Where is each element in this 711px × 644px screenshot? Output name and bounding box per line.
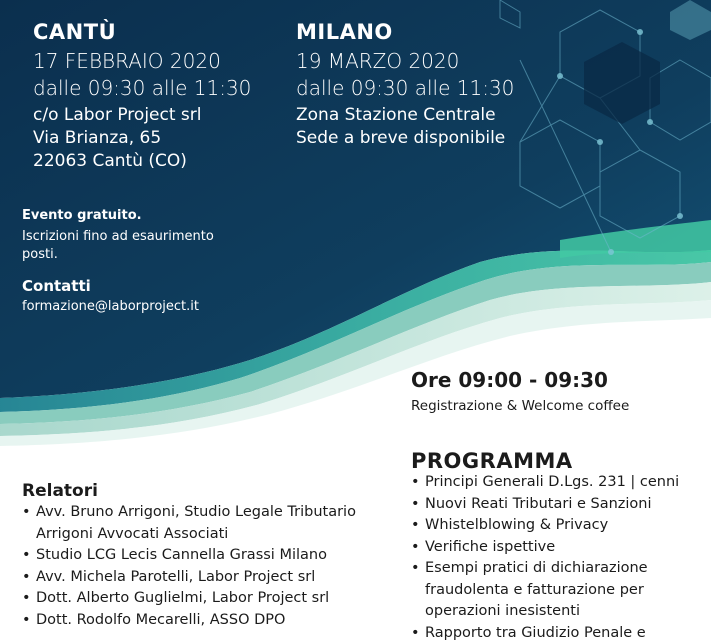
cantu-title: CANTÙ <box>33 20 116 44</box>
contacts-heading: Contatti <box>22 277 91 295</box>
programma-item-cont: operazioni inesistenti <box>411 601 679 623</box>
milano-zone: Zona Stazione Centrale <box>296 104 496 126</box>
contacts-email[interactable]: formazione@laborproject.it <box>22 298 199 315</box>
relatori-item: • Dott. Rodolfo Mecarelli, ASSO DPO <box>22 610 356 632</box>
programma-item: • Principi Generali D.Lgs. 231 | cenni <box>411 472 679 494</box>
event-registration-1: Iscrizioni fino ad esaurimento <box>22 228 214 245</box>
programma-item: • Esempi pratici di dichiarazione <box>411 558 679 580</box>
welcome-text: Registrazione & Welcome coffee <box>411 398 629 415</box>
programma-item-cont: fraudolenta e fatturazione per <box>411 580 679 602</box>
relatori-heading: Relatori <box>22 481 98 501</box>
relatori-item: • Avv. Michela Parotelli, Labor Project srl <box>22 567 356 589</box>
programma-item: • Rapporto tra Giudizio Penale e <box>411 623 679 644</box>
event-free: Evento gratuito. <box>22 208 142 223</box>
relatori-item: • Studio LCG Lecis Cannella Grassi Milano <box>22 545 356 567</box>
cantu-venue: c/o Labor Project srl <box>33 104 202 126</box>
cantu-postal: 22063 Cantù (CO) <box>33 150 187 172</box>
programma-item: • Verifiche ispettive <box>411 537 679 559</box>
relatori-item-cont: Arrigoni Avvocati Associati <box>22 524 356 546</box>
cantu-address: Via Brianza, 65 <box>33 127 161 149</box>
cantu-time: dalle 09:30 alle 11:30 <box>33 76 251 101</box>
programma-item: • Whistelblowing & Privacy <box>411 515 679 537</box>
milano-title: MILANO <box>296 20 393 44</box>
programma-heading: PROGRAMMA <box>411 449 573 473</box>
milano-date: 19 MARZO 2020 <box>296 49 459 74</box>
milano-time: dalle 09:30 alle 11:30 <box>296 76 514 101</box>
event-registration-2: posti. <box>22 246 58 263</box>
relatori-item: • Avv. Bruno Arrigoni, Studio Legale Tributario <box>22 502 356 524</box>
welcome-time: Ore 09:00 - 09:30 <box>411 368 608 392</box>
relatori-list <box>22 502 356 631</box>
programma-item: • Nuovi Reati Tributari e Sanzioni <box>411 494 679 516</box>
programma-list <box>411 472 679 644</box>
relatori-item: • Dott. Alberto Guglielmi, Labor Project srl <box>22 588 356 610</box>
milano-venue-note: Sede a breve disponibile <box>296 127 505 149</box>
cantu-date: 17 FEBBRAIO 2020 <box>33 49 221 74</box>
